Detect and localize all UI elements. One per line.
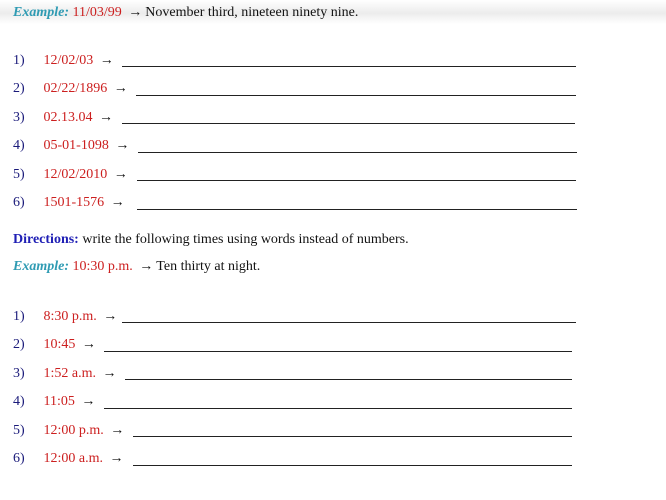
time-value: 12:00 p.m.	[43, 423, 104, 438]
directions-label: Directions:	[13, 232, 79, 247]
example-answer: November third, nineteen ninety nine.	[145, 5, 359, 20]
item-number: 4)	[13, 138, 25, 153]
arrow-right-icon: →	[103, 309, 118, 324]
arrow-right-icon: →	[109, 451, 124, 466]
arrow-right-icon: →	[139, 259, 154, 274]
date-value: 1501-1576	[43, 195, 105, 210]
date-item-1	[13, 52, 117, 70]
time-item-6	[13, 450, 127, 468]
answer-blank-date-3[interactable]	[122, 123, 575, 124]
time-item-2	[13, 336, 99, 354]
date-item-3	[13, 109, 116, 127]
answer-blank-date-2[interactable]	[136, 95, 576, 96]
time-value: 12:00 a.m.	[43, 451, 103, 466]
date-value: 12/02/2010	[43, 167, 108, 182]
item-number: 3)	[13, 366, 25, 381]
answer-blank-time-1[interactable]	[122, 322, 576, 323]
time-item-1	[13, 308, 120, 326]
arrow-right-icon: →	[128, 5, 143, 20]
date-value: 02.13.04	[43, 110, 93, 125]
item-number: 3)	[13, 110, 25, 125]
answer-blank-date-5[interactable]	[137, 180, 576, 181]
item-number: 5)	[13, 423, 25, 438]
answer-blank-time-6[interactable]	[133, 465, 572, 466]
example-label: Example:	[13, 259, 69, 274]
answer-blank-time-5[interactable]	[133, 436, 572, 437]
time-value: 8:30 p.m.	[43, 309, 97, 324]
time-value: 1:52 a.m.	[43, 366, 96, 381]
item-number: 2)	[13, 337, 25, 352]
arrow-right-icon: →	[81, 337, 96, 352]
arrow-right-icon: →	[113, 167, 128, 182]
example-dates	[13, 5, 358, 21]
arrow-right-icon: →	[99, 53, 114, 68]
item-number: 1)	[13, 53, 25, 68]
example-value: 11/03/99	[72, 5, 122, 20]
arrow-right-icon: →	[115, 138, 130, 153]
arrow-right-icon: →	[99, 110, 113, 125]
item-number: 5)	[13, 167, 25, 182]
date-value: 02/22/1896	[43, 81, 108, 96]
directions-text: write the following times using words instead of numbers.	[82, 232, 409, 247]
time-value: 11:05	[43, 394, 75, 409]
item-number: 6)	[13, 451, 25, 466]
arrow-right-icon: →	[102, 366, 117, 381]
item-number: 2)	[13, 81, 25, 96]
directions	[13, 232, 409, 248]
answer-blank-time-2[interactable]	[104, 351, 572, 352]
answer-blank-date-4[interactable]	[138, 152, 577, 153]
time-item-5	[13, 422, 127, 440]
time-value: 10:45	[43, 337, 76, 352]
arrow-right-icon: →	[81, 394, 96, 409]
arrow-right-icon: →	[110, 195, 125, 210]
answer-blank-time-3[interactable]	[125, 379, 572, 380]
example-value: 10:30 p.m.	[72, 259, 133, 274]
date-item-2	[13, 80, 131, 98]
date-value: 12/02/03	[43, 53, 94, 68]
item-number: 4)	[13, 394, 25, 409]
answer-blank-date-6[interactable]	[137, 209, 577, 210]
date-value: 05-01-1098	[43, 138, 109, 153]
arrow-right-icon: →	[110, 423, 125, 438]
answer-blank-time-4[interactable]	[104, 408, 572, 409]
time-item-4	[13, 393, 98, 411]
example-label: Example:	[13, 5, 69, 20]
answer-blank-date-1[interactable]	[122, 66, 576, 67]
item-number: 6)	[13, 195, 25, 210]
date-item-5	[13, 166, 131, 184]
arrow-right-icon: →	[113, 81, 128, 96]
date-item-6	[13, 194, 128, 212]
example-answer: Ten thirty at night.	[156, 259, 261, 274]
time-item-3	[13, 365, 120, 383]
item-number: 1)	[13, 309, 25, 324]
date-item-4	[13, 137, 132, 155]
example-times	[13, 259, 260, 275]
